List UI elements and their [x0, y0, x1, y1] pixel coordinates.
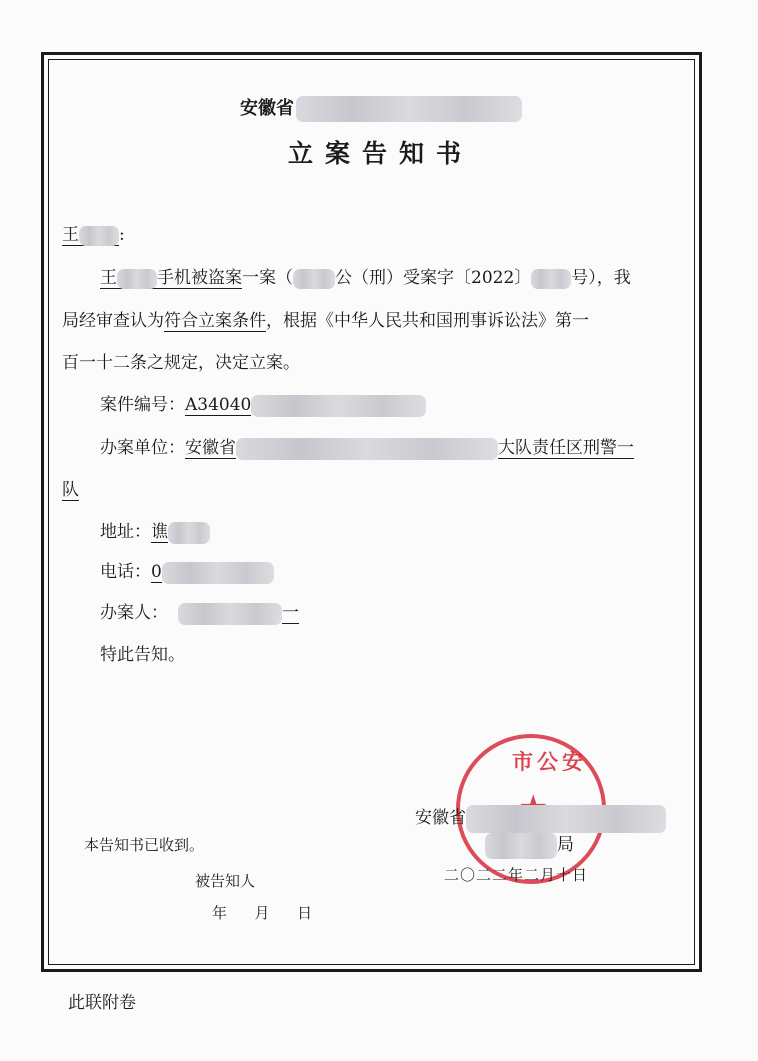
receipt-date-blank: 年 月 日: [212, 904, 319, 922]
recipient-surname: 王: [62, 225, 79, 245]
body-line-3: 百一十二条之规定，决定立案。: [62, 353, 300, 373]
filing-conclusion: 符合立案条件: [164, 311, 266, 331]
handling-unit-row-cont: [62, 475, 79, 500]
body-text-1e: 号），我: [571, 268, 631, 288]
redacted-address: [168, 522, 210, 544]
case-number-value: A34040: [185, 395, 252, 415]
body-text-1d: 公（刑）受案字〔2022〕: [335, 268, 532, 288]
redacted-case-number: [531, 269, 571, 289]
agency-header: [240, 94, 522, 122]
document-title: 立案告知书: [288, 139, 474, 168]
handling-unit-suffix: 大队责任区刑警一: [498, 438, 634, 458]
redacted-issuer-suffix: [485, 833, 557, 859]
redacted-officer-names: [178, 603, 282, 625]
issuer-suffix: 局: [557, 835, 574, 855]
body-line-1: [100, 263, 631, 289]
redacted-bureau-abbr: [293, 269, 335, 289]
issuer-prefix: 安徽省: [415, 808, 466, 828]
case-number-label: 案件编号：: [100, 395, 185, 415]
body-text-2c: ，根据《中华人民共和国刑事诉讼法》第一: [266, 311, 589, 331]
agency-prefix: 安徽省: [240, 98, 294, 119]
officer-value: 一: [282, 603, 299, 623]
seal-text: 市公安: [512, 749, 587, 774]
redacted-handling-unit: [236, 438, 498, 460]
redacted-case-number-rest: [251, 395, 426, 417]
handling-unit-label: 办案单位：: [100, 438, 185, 458]
case-name-surname: 王: [100, 268, 117, 288]
notified-person-label: 被告知人: [195, 872, 256, 890]
handling-unit-prefix: 安徽省: [185, 438, 236, 458]
redacted-victim-name: [117, 269, 157, 289]
redacted-recipient-name: [79, 226, 119, 246]
case-number-row: [100, 390, 426, 417]
recipient-line: [62, 220, 125, 246]
issuer-row: [415, 803, 666, 833]
body-text-1c: 一案（: [242, 268, 293, 288]
redacted-phone: [162, 562, 274, 584]
receipt-acknowledgement: 本告知书已收到。: [84, 836, 205, 854]
phone-value: 0: [151, 562, 162, 582]
handling-unit-row: [100, 433, 634, 460]
redacted-issuer-name: [466, 805, 666, 833]
case-name: [100, 268, 242, 289]
body-line-2: [62, 306, 589, 331]
issue-date: 二〇二二年二月十日: [444, 866, 589, 884]
officer-row: [100, 598, 299, 625]
phone-label: 电话：: [100, 562, 151, 582]
address-label: 地址：: [100, 522, 151, 542]
phone-row: [100, 557, 274, 584]
recipient-colon: :: [119, 225, 125, 245]
address-row: [100, 517, 210, 544]
address-value: 谯: [151, 522, 168, 542]
body-text-2a: 局经审查认为: [62, 311, 164, 331]
handling-unit-end: 队: [62, 480, 79, 500]
footer-note: 此联附卷: [68, 993, 136, 1013]
issuer-row-2: [485, 830, 574, 859]
redacted-agency-name: [296, 96, 522, 122]
officer-label: 办案人：: [100, 603, 168, 623]
recipient-name: [62, 225, 119, 246]
closing-remark: 特此告知。: [100, 645, 185, 665]
case-name-text: 手机被盗案: [157, 268, 242, 288]
